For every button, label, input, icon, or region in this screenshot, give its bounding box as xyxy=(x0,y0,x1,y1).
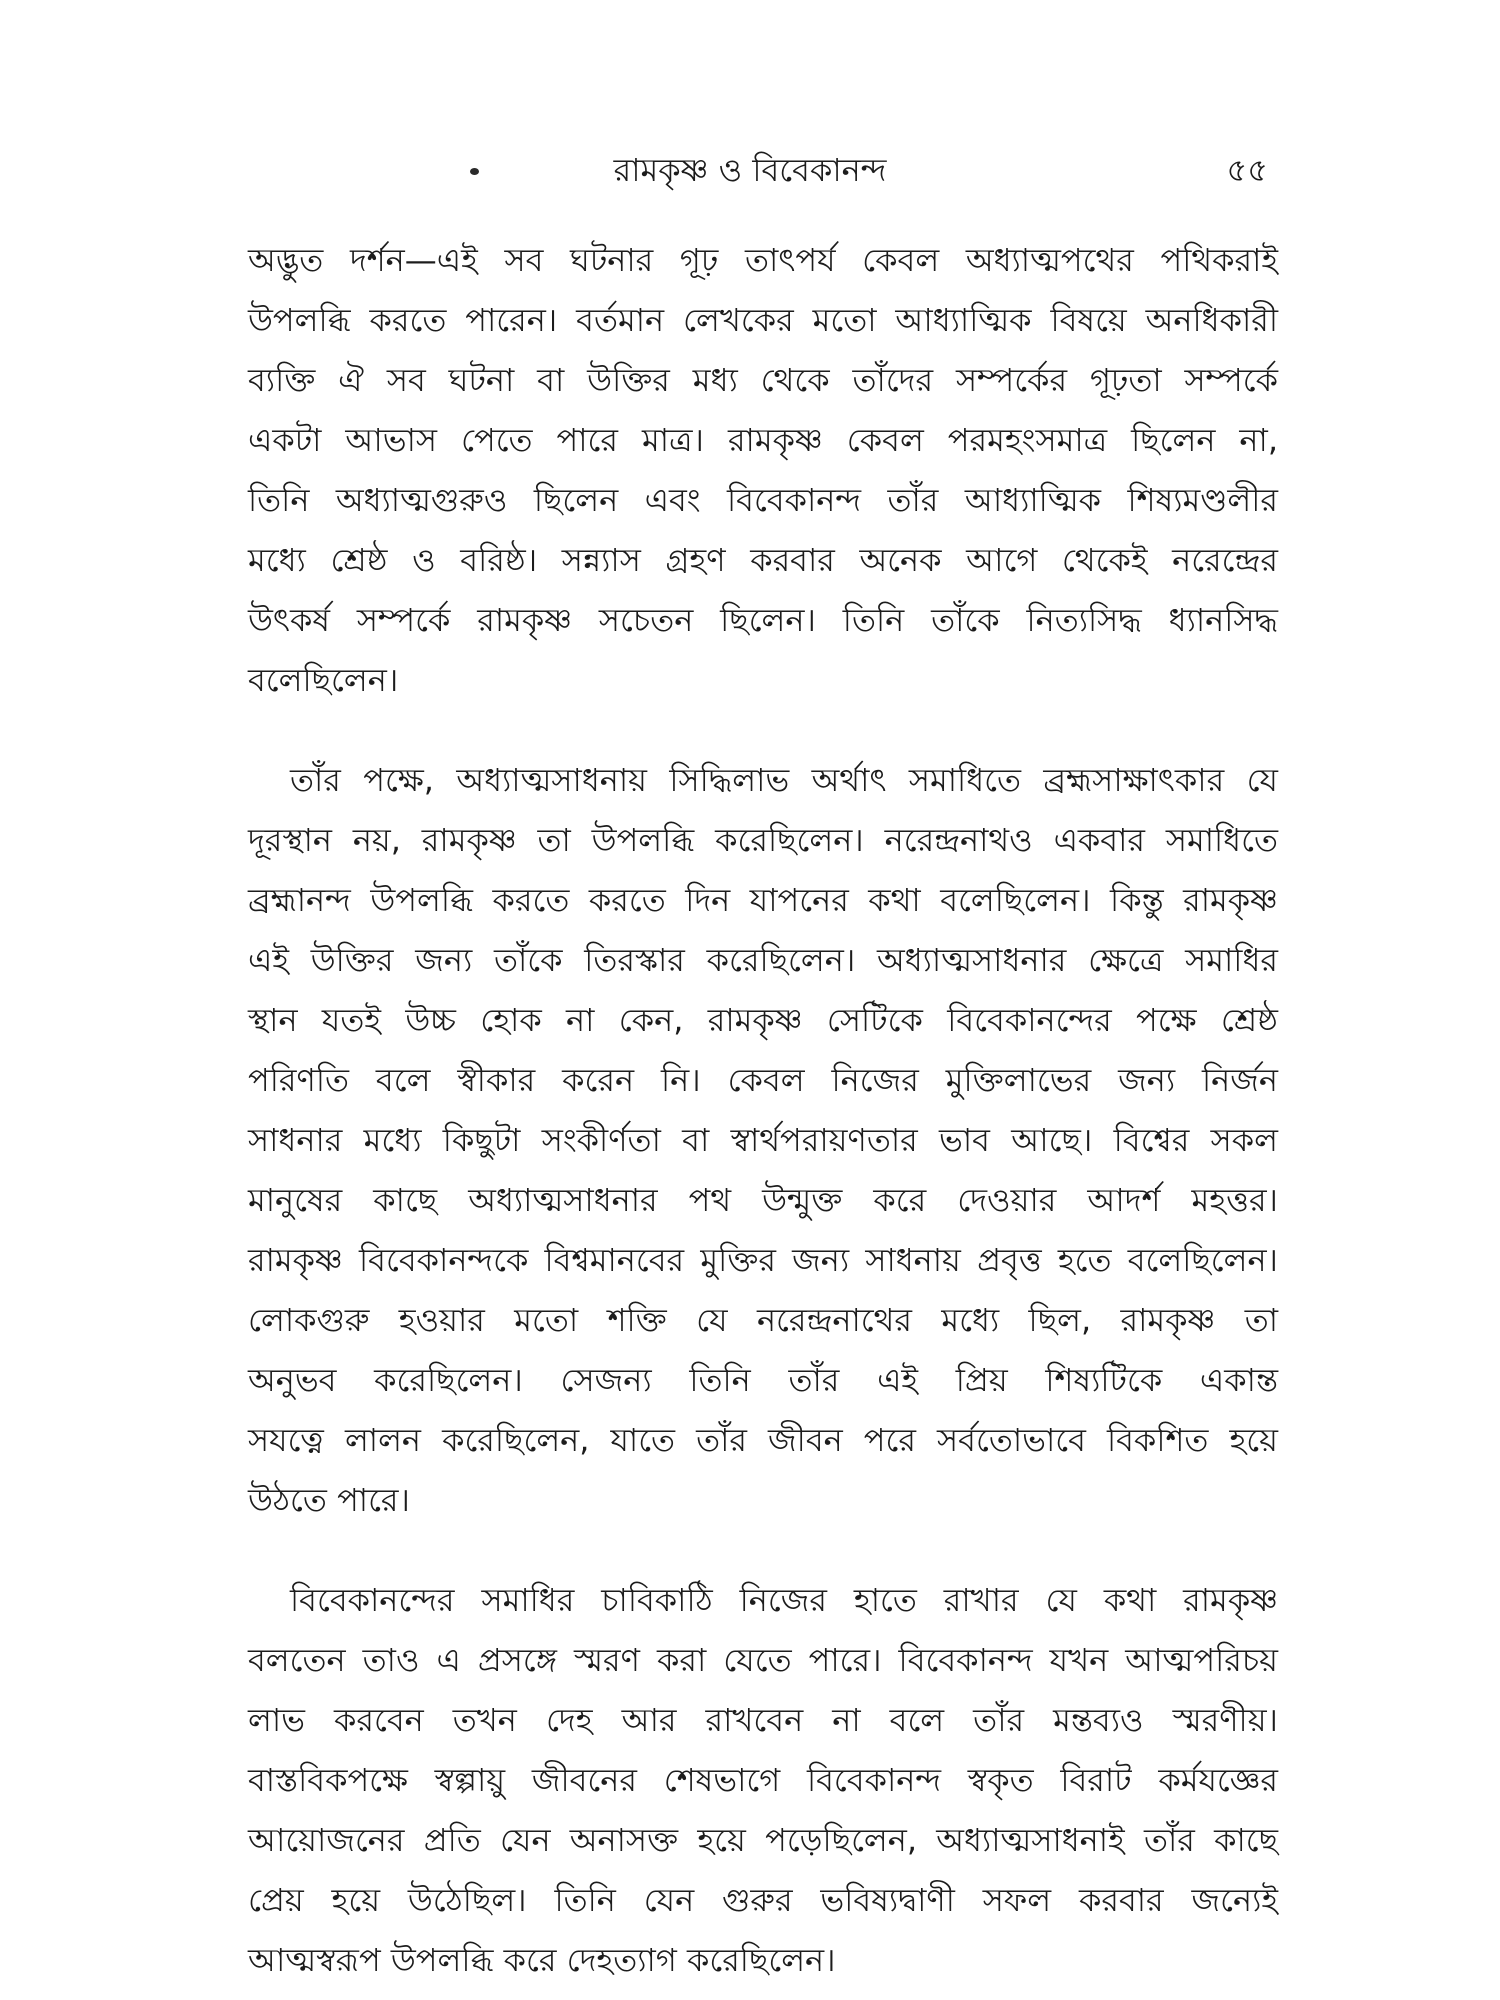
paragraph-gap xyxy=(248,710,1278,750)
text-line: সাধনার মধ্যে কিছুটা সংকীর্ণতা বা স্বার্থপরায়ণতার ভাব আছে। বিশ্বের সকল xyxy=(248,1121,1278,1159)
text-line: উৎকর্ষ সম্পর্কে রামকৃষ্ণ সচেতন ছিলেন। তিনি তাঁকে নিত্যসিদ্ধ ধ্যানসিদ্ধ xyxy=(248,601,1278,639)
paragraph-1 xyxy=(248,230,1278,710)
book-title: রামকৃষ্ণ ও বিবেকানন্দ xyxy=(613,151,887,189)
text-line: প্রেয় হয়ে উঠেছিল। তিনি যেন গুরুর ভবিষ্যদ্বাণী সফল করবার জন্যেই xyxy=(248,1881,1278,1919)
text-line: একটা আভাস পেতে পারে মাত্র। রামকৃষ্ণ কেবল পরমহংসমাত্র ছিলেন না, xyxy=(248,421,1278,459)
text-line: বাস্তবিকপক্ষে স্বল্পায়ু জীবনের শেষভাগে বিবেকানন্দ স্বকৃত বিরাট কর্মযজ্ঞের xyxy=(248,1761,1278,1799)
paragraph-2 xyxy=(248,750,1278,1530)
text-line: বলেছিলেন। xyxy=(248,661,399,699)
text-line: স্থান যতই উচ্চ হোক না কেন, রামকৃষ্ণ সেটিকে বিবেকানন্দের পক্ষে শ্রেষ্ঠ xyxy=(248,1001,1278,1039)
text-line: মধ্যে শ্রেষ্ঠ ও বরিষ্ঠ। সন্ন্যাস গ্রহণ করবার অনেক আগে থেকেই নরেন্দ্রের xyxy=(248,541,1278,579)
text-line: তিনি অধ্যাত্মগুরুও ছিলেন এবং বিবেকানন্দ তাঁর আধ্যাত্মিক শিষ্যমণ্ডলীর xyxy=(248,481,1278,519)
text-line: আয়োজনের প্রতি যেন অনাসক্ত হয়ে পড়েছিলেন, অধ্যাত্মসাধনাই তাঁর কাছে xyxy=(248,1821,1278,1859)
text-line: অনুভব করেছিলেন। সেজন্য তিনি তাঁর এই প্রিয় শিষ্যটিকে একান্ত xyxy=(248,1361,1278,1399)
text-line: বিবেকানন্দের সমাধির চাবিকাঠি নিজের হাতে রাখার যে কথা রামকৃষ্ণ xyxy=(290,1581,1278,1619)
text-line: পরিণতি বলে স্বীকার করেন নি। কেবল নিজের মুক্তিলাভের জন্য নির্জন xyxy=(248,1061,1278,1099)
text-line: লোকগুরু হওয়ার মতো শক্তি যে নরেন্দ্রনাথের মধ্যে ছিল, রামকৃষ্ণ তা xyxy=(248,1301,1278,1339)
running-head xyxy=(0,150,1500,200)
page-number: ৫৫ xyxy=(1226,151,1268,189)
paragraph-gap xyxy=(248,1530,1278,1570)
text-line: ব্যক্তি ঐ সব ঘটনা বা উক্তির মধ্য থেকে তাঁদের সম্পর্কের গূঢ়তা সম্পর্কে xyxy=(248,361,1278,399)
text-line: মানুষের কাছে অধ্যাত্মসাধনার পথ উন্মুক্ত করে দেওয়ার আদর্শ মহত্তর। xyxy=(248,1181,1278,1219)
text-line: আত্মস্বরূপ উপলব্ধি করে দেহত্যাগ করেছিলেন। xyxy=(248,1941,836,1979)
text-line: উপলব্ধি করতে পারেন। বর্তমান লেখকের মতো আধ্যাত্মিক বিষয়ে অনধিকারী xyxy=(248,301,1278,339)
text-line: সযত্নে লালন করেছিলেন, যাতে তাঁর জীবন পরে সর্বতোভাবে বিকশিত হয়ে xyxy=(248,1421,1278,1459)
paragraph-3 xyxy=(248,1570,1278,1990)
text-line: লাভ করবেন তখন দেহ আর রাখবেন না বলে তাঁর মন্তব্যও স্মরণীয়। xyxy=(248,1701,1278,1739)
text-line: ব্রহ্মানন্দ উপলব্ধি করতে করতে দিন যাপনের কথা বলেছিলেন। কিন্তু রামকৃষ্ণ xyxy=(248,881,1278,919)
text-line: উঠতে পারে। xyxy=(248,1481,410,1519)
text-line: অদ্ভুত দর্শন—এই সব ঘটনার গূঢ় তাৎপর্য কেবল অধ্যাত্মপথের পথিকরাই xyxy=(248,241,1278,279)
body-text xyxy=(248,230,1278,1990)
text-line: রামকৃষ্ণ বিবেকানন্দকে বিশ্বমানবের মুক্তির জন্য সাধনায় প্রবৃত্ত হতে বলেছিলেন। xyxy=(248,1241,1278,1279)
text-line: তাঁর পক্ষে, অধ্যাত্মসাধনায় সিদ্ধিলাভ অর্থাৎ সমাধিতে ব্রহ্মসাক্ষাৎকার যে xyxy=(290,761,1278,799)
text-line: বলতেন তাও এ প্রসঙ্গে স্মরণ করা যেতে পারে। বিবেকানন্দ যখন আত্মপরিচয় xyxy=(248,1641,1278,1679)
text-line: দূরস্থান নয়, রামকৃষ্ণ তা উপলব্ধি করেছিলেন। নরেন্দ্রনাথও একবার সমাধিতে xyxy=(248,821,1278,859)
text-line: এই উক্তির জন্য তাঁকে তিরস্কার করেছিলেন। অধ্যাত্মসাধনার ক্ষেত্রে সমাধির xyxy=(248,941,1278,979)
